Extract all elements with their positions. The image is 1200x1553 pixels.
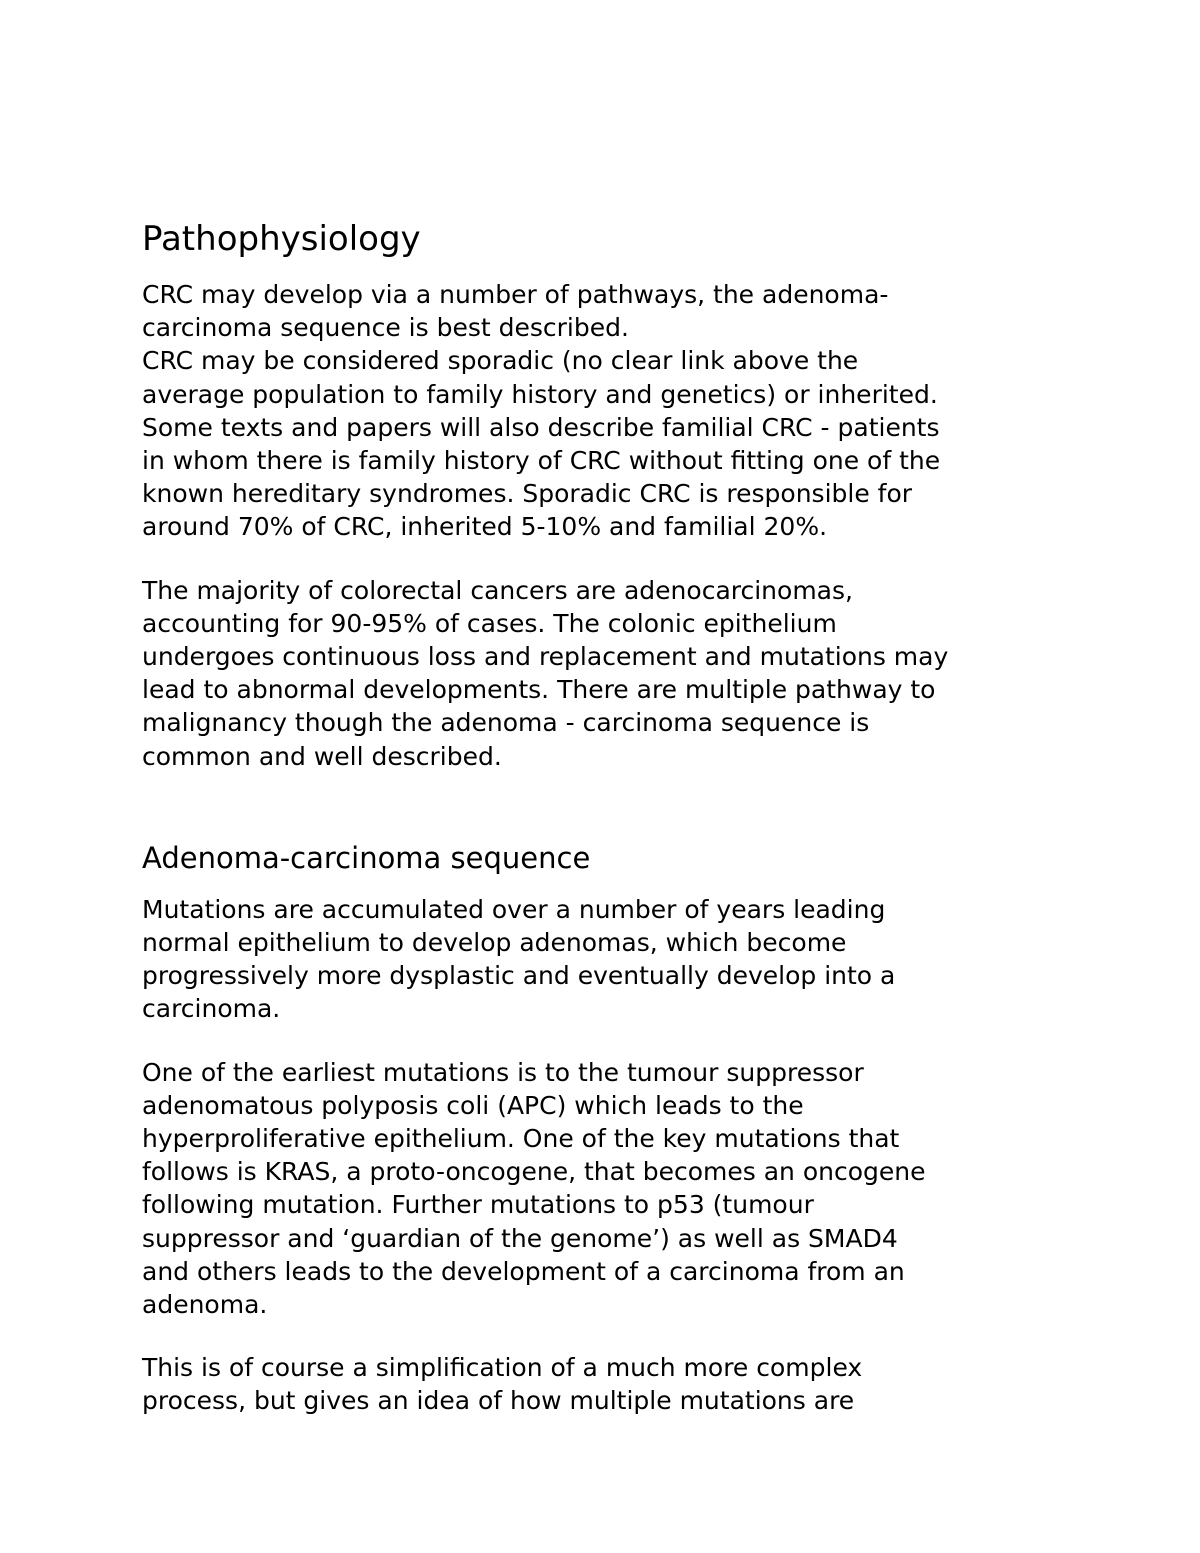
text-line: known hereditary syndromes. Sporadic CRC is responsible for bbox=[142, 479, 913, 509]
text-line: following mutation. Further mutations to p53 (tumour bbox=[142, 1190, 814, 1220]
paragraph-simplification bbox=[142, 1351, 1072, 1417]
text-line: Mutations are accumulated over a number of years leading bbox=[142, 894, 886, 924]
paragraph-mutations-accumulated bbox=[142, 893, 1072, 1026]
text-line: malignancy though the adenoma - carcinoma sequence is bbox=[142, 708, 870, 738]
text-line: carcinoma. bbox=[142, 994, 281, 1024]
text-line: undergoes continuous loss and replacement and mutations may bbox=[142, 642, 949, 672]
text-line: adenomatous polyposis coli (APC) which leads to the bbox=[142, 1090, 804, 1120]
text-line: accounting for 90-95% of cases. The colonic epithelium bbox=[142, 608, 837, 638]
paragraph-pathways-overview bbox=[142, 278, 1072, 544]
text-line: normal epithelium to develop adenomas, which become bbox=[142, 928, 847, 958]
text-line: lead to abnormal developments. There are multiple pathway to bbox=[142, 675, 936, 705]
text-line: This is of course a simplification of a much more complex bbox=[142, 1353, 863, 1383]
text-line: suppressor and ‘guardian of the genome’) as well as SMAD4 bbox=[142, 1223, 898, 1253]
text-line: adenoma. bbox=[142, 1290, 268, 1320]
text-line: Some texts and papers will also describe familial CRC - patients bbox=[142, 412, 940, 442]
text-line: The majority of colorectal cancers are adenocarcinomas, bbox=[142, 575, 853, 605]
page-content bbox=[142, 214, 1072, 1418]
paragraph-earliest-mutations bbox=[142, 1056, 1072, 1322]
paragraph-adenocarcinomas bbox=[142, 574, 1072, 773]
section-heading-adenoma-carcinoma-sequence: Adenoma-carcinoma sequence bbox=[142, 840, 591, 875]
text-line: in whom there is family history of CRC without fitting one of the bbox=[142, 446, 941, 476]
text-line: common and well described. bbox=[142, 741, 502, 771]
text-line: CRC may be considered sporadic (no clear link above the bbox=[142, 346, 859, 376]
text-line: follows is KRAS, a proto-oncogene, that becomes an oncogene bbox=[142, 1157, 926, 1187]
section-heading-pathophysiology: Pathophysiology bbox=[142, 219, 421, 259]
text-line: hyperproliferative epithelium. One of the key mutations that bbox=[142, 1124, 900, 1154]
text-line: carcinoma sequence is best described. bbox=[142, 313, 629, 343]
text-line: process, but gives an idea of how multiple mutations are bbox=[142, 1386, 855, 1416]
text-line: One of the earliest mutations is to the tumour suppressor bbox=[142, 1057, 864, 1087]
text-line: and others leads to the development of a carcinoma from an bbox=[142, 1256, 905, 1286]
text-line: CRC may develop via a number of pathways, the adenoma- bbox=[142, 280, 889, 309]
text-line: around 70% of CRC, inherited 5-10% and familial 20%. bbox=[142, 512, 828, 542]
text-line: progressively more dysplastic and eventually develop into a bbox=[142, 961, 896, 991]
text-line: average population to family history and genetics) or inherited. bbox=[142, 379, 938, 409]
